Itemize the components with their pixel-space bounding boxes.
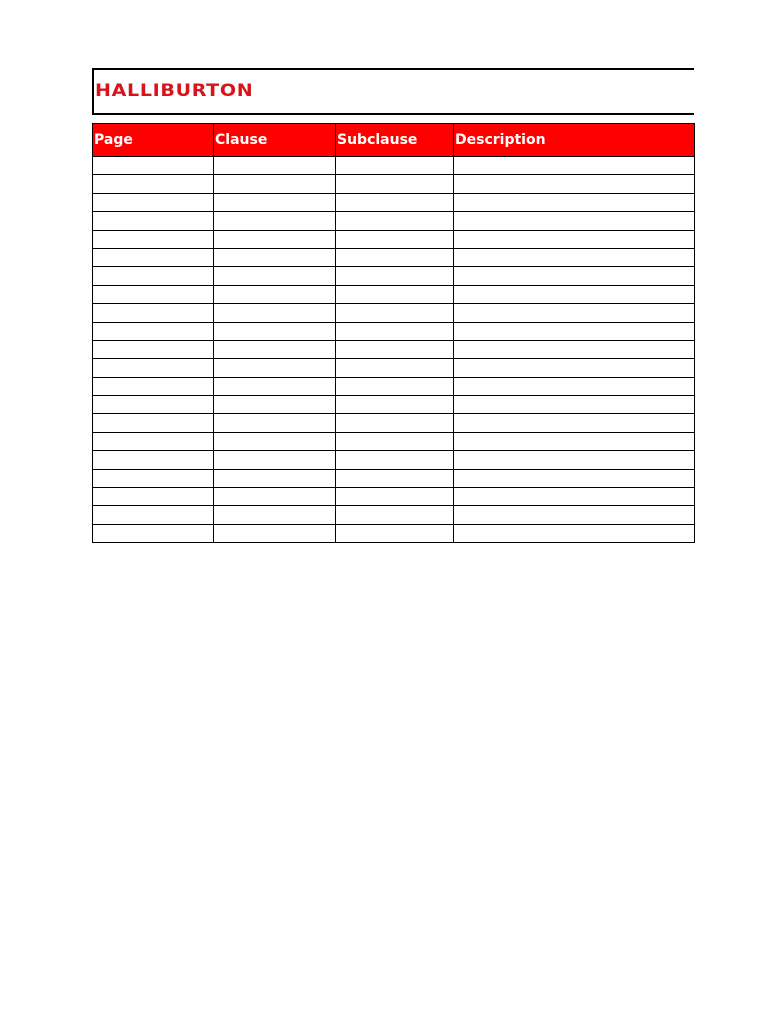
column-header-description: Description	[454, 124, 695, 157]
table-cell-clause[interactable]	[214, 414, 336, 432]
table-cell-page[interactable]	[93, 506, 214, 524]
table-cell-page[interactable]	[93, 469, 214, 487]
table-cell-subclause[interactable]	[336, 396, 454, 414]
halliburton-logo: HALLIBURTON	[95, 81, 254, 101]
table-cell-subclause[interactable]	[336, 488, 454, 506]
table-cell-subclause[interactable]	[336, 248, 454, 266]
table-row	[93, 469, 695, 487]
table-cell-clause[interactable]	[214, 267, 336, 285]
table-cell-clause[interactable]	[214, 175, 336, 193]
table-row	[93, 175, 695, 193]
table-cell-subclause[interactable]	[336, 506, 454, 524]
table-cell-description[interactable]	[454, 524, 695, 542]
table-cell-subclause[interactable]	[336, 469, 454, 487]
table-cell-page[interactable]	[93, 377, 214, 395]
table-cell-description[interactable]	[454, 248, 695, 266]
table-row	[93, 212, 695, 230]
table-cell-page[interactable]	[93, 175, 214, 193]
table-cell-description[interactable]	[454, 359, 695, 377]
table-cell-subclause[interactable]	[336, 322, 454, 340]
table-cell-page[interactable]	[93, 212, 214, 230]
table-row	[93, 359, 695, 377]
table-cell-clause[interactable]	[214, 322, 336, 340]
table-header-row	[93, 124, 695, 157]
table-row	[93, 193, 695, 211]
table-row	[93, 377, 695, 395]
table-cell-subclause[interactable]	[336, 432, 454, 450]
table-cell-page[interactable]	[93, 340, 214, 358]
table-row	[93, 322, 695, 340]
table-row	[93, 267, 695, 285]
table-cell-clause[interactable]	[214, 340, 336, 358]
table-cell-page[interactable]	[93, 414, 214, 432]
table-cell-clause[interactable]	[214, 524, 336, 542]
table-cell-description[interactable]	[454, 396, 695, 414]
table-cell-page[interactable]	[93, 396, 214, 414]
table-cell-description[interactable]	[454, 414, 695, 432]
table-cell-page[interactable]	[93, 285, 214, 303]
table-cell-clause[interactable]	[214, 396, 336, 414]
table-cell-clause[interactable]	[214, 451, 336, 469]
table-cell-description[interactable]	[454, 488, 695, 506]
document-header	[92, 68, 694, 115]
table-cell-description[interactable]	[454, 469, 695, 487]
table-cell-subclause[interactable]	[336, 212, 454, 230]
table-cell-clause[interactable]	[214, 248, 336, 266]
table-row	[93, 506, 695, 524]
table-cell-subclause[interactable]	[336, 175, 454, 193]
table-cell-page[interactable]	[93, 248, 214, 266]
table-cell-subclause[interactable]	[336, 193, 454, 211]
table-body	[93, 157, 695, 543]
table-row	[93, 432, 695, 450]
table-cell-page[interactable]	[93, 359, 214, 377]
table-cell-page[interactable]	[93, 157, 214, 175]
table-cell-clause[interactable]	[214, 193, 336, 211]
table-cell-description[interactable]	[454, 285, 695, 303]
table-cell-page[interactable]	[93, 267, 214, 285]
column-header-page: Page	[93, 124, 214, 157]
table-row	[93, 488, 695, 506]
table-cell-page[interactable]	[93, 432, 214, 450]
table-cell-subclause[interactable]	[336, 359, 454, 377]
table-cell-subclause[interactable]	[336, 340, 454, 358]
table-row	[93, 157, 695, 175]
clause-table	[92, 123, 695, 543]
table-cell-clause[interactable]	[214, 212, 336, 230]
table-cell-description[interactable]	[454, 377, 695, 395]
table-cell-description[interactable]	[454, 432, 695, 450]
column-header-subclause: Subclause	[336, 124, 454, 157]
table-row	[93, 230, 695, 248]
table-cell-subclause[interactable]	[336, 377, 454, 395]
table-row	[93, 340, 695, 358]
table-cell-description[interactable]	[454, 506, 695, 524]
table-cell-description[interactable]	[454, 304, 695, 322]
table-cell-page[interactable]	[93, 193, 214, 211]
table-cell-description[interactable]	[454, 451, 695, 469]
table-cell-clause[interactable]	[214, 230, 336, 248]
table-row	[93, 396, 695, 414]
table-cell-description[interactable]	[454, 175, 695, 193]
table-row	[93, 248, 695, 266]
table-cell-description[interactable]	[454, 322, 695, 340]
table-cell-subclause[interactable]	[336, 451, 454, 469]
table-cell-description[interactable]	[454, 193, 695, 211]
column-header-clause: Clause	[214, 124, 336, 157]
table-cell-page[interactable]	[93, 304, 214, 322]
table-cell-clause[interactable]	[214, 157, 336, 175]
table-cell-clause[interactable]	[214, 469, 336, 487]
table-cell-subclause[interactable]	[336, 267, 454, 285]
table-row	[93, 414, 695, 432]
table-cell-page[interactable]	[93, 322, 214, 340]
table-cell-clause[interactable]	[214, 488, 336, 506]
table-cell-page[interactable]	[93, 524, 214, 542]
table-cell-description[interactable]	[454, 157, 695, 175]
table-cell-subclause[interactable]	[336, 524, 454, 542]
table-row	[93, 451, 695, 469]
table-cell-description[interactable]	[454, 267, 695, 285]
table-cell-description[interactable]	[454, 340, 695, 358]
table-cell-clause[interactable]	[214, 304, 336, 322]
table-cell-subclause[interactable]	[336, 414, 454, 432]
table-cell-clause[interactable]	[214, 432, 336, 450]
table-cell-subclause[interactable]	[336, 157, 454, 175]
table-cell-clause[interactable]	[214, 359, 336, 377]
table-cell-clause[interactable]	[214, 506, 336, 524]
table-cell-description[interactable]	[454, 212, 695, 230]
table-cell-clause[interactable]	[214, 285, 336, 303]
table-cell-page[interactable]	[93, 451, 214, 469]
table-row	[93, 285, 695, 303]
table-row	[93, 524, 695, 542]
table-cell-subclause[interactable]	[336, 230, 454, 248]
table-cell-subclause[interactable]	[336, 285, 454, 303]
table-row	[93, 304, 695, 322]
table-cell-page[interactable]	[93, 230, 214, 248]
table-cell-page[interactable]	[93, 488, 214, 506]
table-cell-description[interactable]	[454, 230, 695, 248]
table-cell-clause[interactable]	[214, 377, 336, 395]
table-cell-subclause[interactable]	[336, 304, 454, 322]
